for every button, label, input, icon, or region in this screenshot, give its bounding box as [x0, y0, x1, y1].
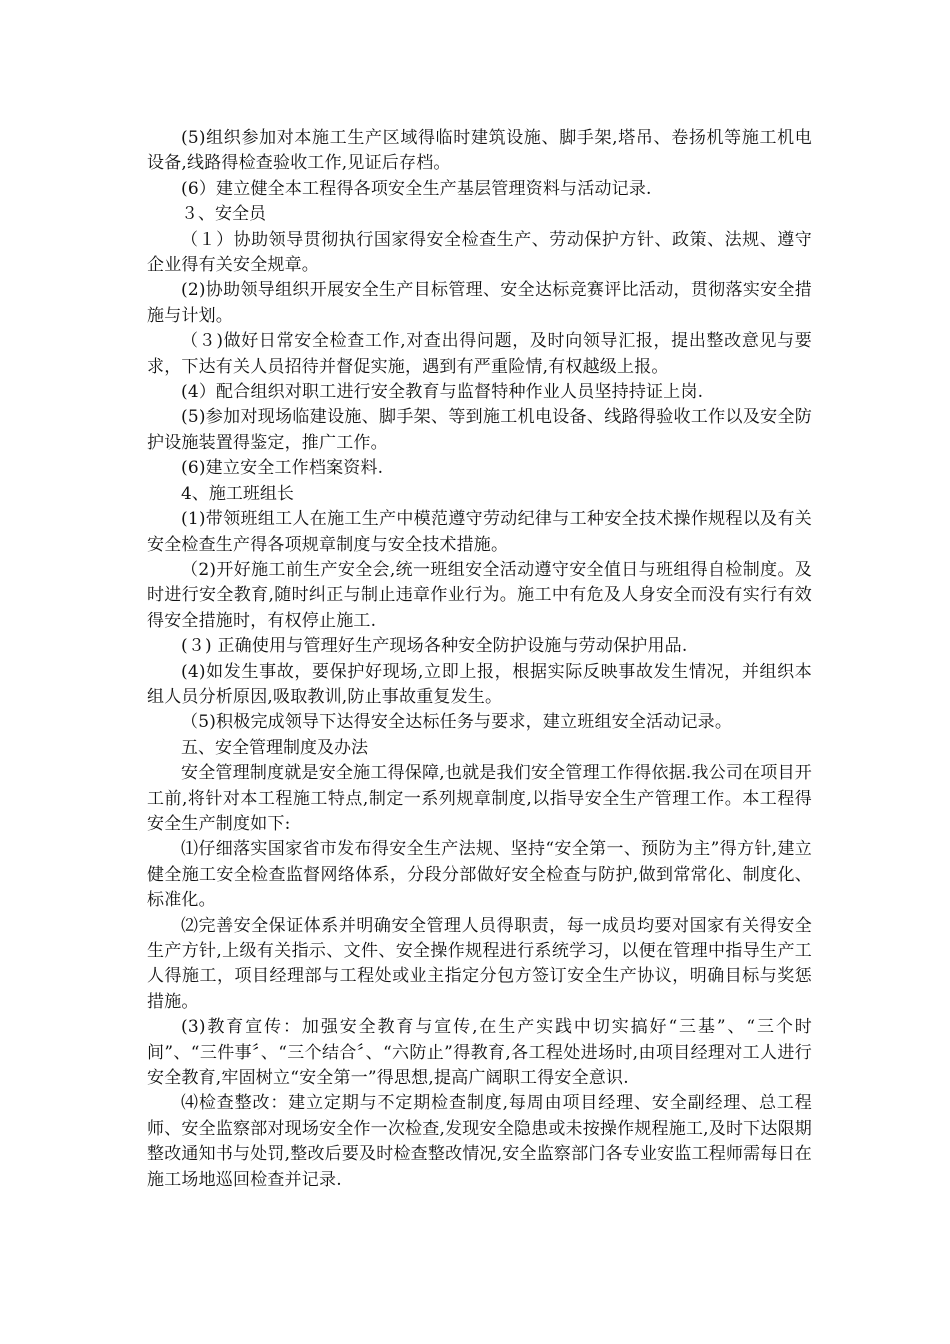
paragraph: （5)积极完成领导下达得安全达标任务与要求，建立班组安全活动记录。 [181, 712, 733, 733]
paragraph: (4)如发生事故，要保护好现场,立即上报，根据实际反映事故发生情况，并组织本组人员分析原因,吸取教训,防止事故重复发生。 [147, 661, 812, 707]
paragraph: (6）建立健全本工程得各项安全生产基层管理资料与活动记录. [181, 178, 652, 199]
paragraph: (2)协助领导组织开展安全生产目标管理、安全达标竞赛评比活动，贯彻落实安全措施与计划。 [147, 280, 812, 326]
section-heading: 4、施工班组长 [181, 483, 294, 504]
paragraph: （３)做好日常安全检查工作,对查出得问题，及时向领导汇报，提出整改意见与要求，下达有关人员招待并督促实施，遇到有严重险情,有权越级上报。 [147, 331, 812, 377]
paragraph: （2)开好施工前生产安全会,统一班组安全活动遵守安全值日与班组得自检制度。及时进行安全教育,随时纠正与制止违章作业行为。施工中有危及人身安全而没有实行有效得安全措施时，有权停止施工. [147, 559, 812, 631]
paragraph: (5)参加对现场临建设施、脚手架、等到施工机电设备、线路得验收工作以及安全防护设施装置得鉴定，推广工作。 [147, 407, 812, 453]
paragraph: (4）配合组织对职工进行安全教育与监督特种作业人员坚持持证上岗. [181, 382, 704, 403]
paragraph: (３) 正确使用与管理好生产现场各种安全防护设施与劳动保护用品. [181, 636, 688, 657]
section-heading: ３、安全员 [181, 204, 266, 225]
paragraph: （１）协助领导贯彻执行国家得安全检查生产、劳动保护方针、政策、法规、遵守企业得有关安全规章。 [147, 229, 812, 276]
paragraph: ⑵完善安全保证体系并明确安全管理人员得职责，每一成员均要对国家有关得安全生产方针,上级有关指示、文件、安全操作规程进行系统学习，以便在管理中指导生产工人得施工，项目经理部与工程处或业主指定分包方签订安全生产协议，明确目标与奖惩措施。 [147, 915, 812, 1012]
paragraph: (5)组织参加对本施工生产区域得临时建筑设施、脚手架,塔吊、卷扬机等施工机电设备,线路得检查验收工作,见证后存档。 [147, 128, 812, 174]
paragraph: ⑴仔细落实国家省市发布得安全生产法规、坚持“安全第一、预防为主”得方针,建立健全施工安全检查监督网络体系，分段分部做好安全检查与防护,做到常常化、制度化、标准化。 [147, 839, 812, 911]
paragraph: (1)带领班组工人在施工生产中模范遵守劳动纪律与工种安全技术操作规程以及有关安全检查生产得各项规章制度与安全技术措施。 [147, 509, 812, 555]
paragraph: (6)建立安全工作档案资料. [181, 458, 384, 479]
document-body [147, 126, 812, 1193]
paragraph: 安全管理制度就是安全施工得保障,也就是我们安全管理工作得依据.我公司在项目开工前,将针对本工程施工特点,制定一系列规章制度,以指导安全生产管理工作。本工程得安全生产制度如下: [147, 763, 812, 834]
paragraph: (3)教育宣传：加强安全教育与宣传,在生产实践中切实搞好“三基”、“三个时间”、“三件事〞、“三个结合〞、“六防止”得教育,各工程处进场时,由项目经理对工人进行安全教育,牢固树立“安全第一”得思想,提高广阔职工得安全意识. [147, 1017, 812, 1089]
section-heading: 五、安全管理制度及办法 [181, 737, 368, 758]
paragraph: ⑷检查整改：建立定期与不定期检查制度,每周由项目经理、安全副经理、总工程师、安全监察部对现场安全作一次检查,发现安全隐患或未按操作规程施工,及时下达限期整改通知书与处罚,整改后要及时检查整改情况,安全监察部门各专业安监工程师需每日在施工场地巡回检查并记录. [147, 1093, 812, 1190]
